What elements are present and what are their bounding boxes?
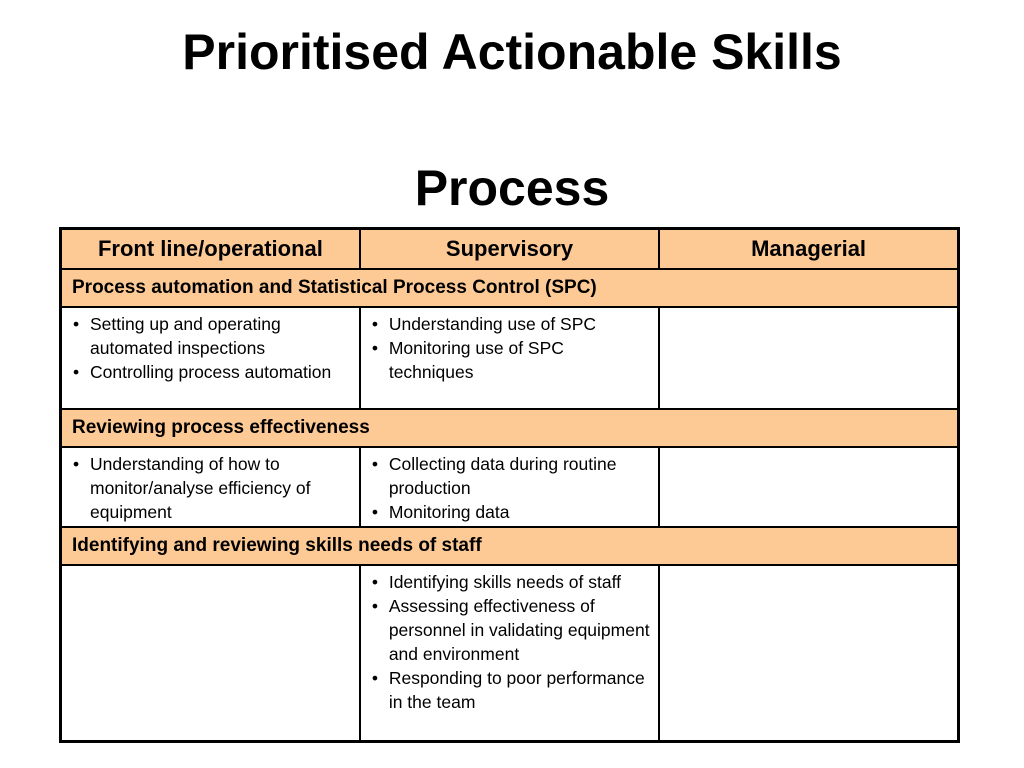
list-item: • Understanding use of SPC [367,312,652,336]
slide-subtitle: Process [414,160,610,216]
column-header-managerial: Managerial [659,229,958,270]
front-line-cell [61,447,360,527]
slide-title: Prioritised Actionable Skills [182,24,842,80]
supervisory-cell [360,565,659,741]
supervisory-cell [360,447,659,527]
list-item: • Assessing effectiveness of personnel in validating equipment and environment [367,594,652,666]
front-line-cell [61,565,360,741]
managerial-cell [659,447,958,527]
table-row [61,447,959,527]
bullet-list [68,452,353,524]
list-item: • Identifying skills needs of staff [367,570,652,594]
section-heading-row [61,269,959,307]
list-item: • Controlling process automation [68,360,353,384]
section-heading-process-effectiveness: Reviewing process effectiveness [61,409,959,447]
skills-table [59,227,960,743]
section-heading-row [61,527,959,565]
list-item: • Understanding of how to monitor/analyse efficiency of equipment [68,452,353,524]
column-header-supervisory: Supervisory [360,229,659,270]
table-row [61,565,959,741]
section-heading-row [61,409,959,447]
managerial-cell [659,307,958,409]
list-item: • Collecting data during routine production [367,452,652,500]
section-heading-spc: Process automation and Statistical Process Control (SPC) [61,269,959,307]
header-row [61,229,959,270]
bullet-list [367,312,652,384]
list-item: • Setting up and operating automated inspections [68,312,353,360]
bullet-list [367,570,652,714]
table-row [61,307,959,409]
managerial-cell [659,565,958,741]
bullet-list [367,452,652,524]
bullet-list [68,312,353,384]
front-line-cell [61,307,360,409]
list-item: • Monitoring use of SPC techniques [367,336,652,384]
supervisory-cell [360,307,659,409]
section-heading-skills-needs: Identifying and reviewing skills needs of staff [61,527,959,565]
list-item: • Monitoring data [367,500,652,524]
list-item: • Responding to poor performance in the team [367,666,652,714]
column-header-front-line: Front line/operational [61,229,360,270]
